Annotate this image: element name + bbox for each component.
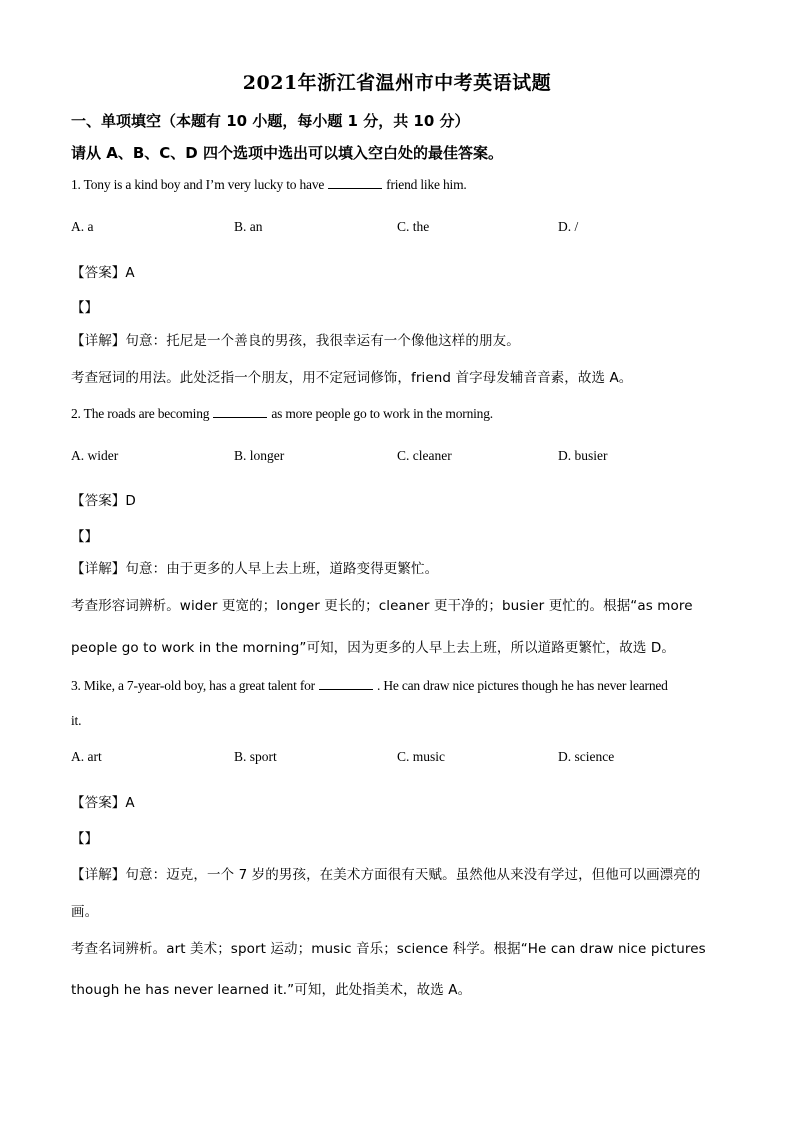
option-d[interactable]: D. / bbox=[558, 219, 579, 234]
question-2-stem-before: 2. The roads are becoming bbox=[71, 406, 210, 421]
option-d[interactable]: D. science bbox=[558, 749, 615, 764]
detail-text: 句意：由于更多的人早上去上班，道路变得更繁忙。 bbox=[125, 561, 439, 577]
option-c[interactable]: C. cleaner bbox=[397, 448, 452, 463]
question-3-explain-line-2: though he has never learned it.”可知，此处指美术，故选 A。 bbox=[71, 982, 472, 998]
question-3-analysis-label: 【】 bbox=[71, 831, 99, 847]
option-a[interactable]: A. wider bbox=[71, 448, 119, 463]
question-2-answer bbox=[71, 489, 136, 509]
answer-label: 【答案】 bbox=[71, 493, 126, 509]
question-1-stem-before: 1. Tony is a kind boy and I’m very lucky to have bbox=[71, 177, 325, 192]
detail-text: 句意：托尼是一个善良的男孩，我很幸运有一个像他这样的朋友。 bbox=[125, 333, 520, 349]
question-1-options bbox=[71, 219, 751, 237]
question-2-detail bbox=[71, 557, 438, 577]
detail-label: 【详解】 bbox=[71, 333, 126, 349]
option-c[interactable]: C. music bbox=[397, 749, 446, 764]
question-2-stem bbox=[71, 406, 493, 422]
question-3-detail-line-2: 画。 bbox=[71, 904, 99, 920]
page-title: 2021年浙江省温州市中考英语试题 bbox=[242, 72, 552, 94]
detail-text: 句意：迈克，一个 7 岁的男孩，在美术方面很有天赋。虽然他从来没有学过，但他可以画漂亮的 bbox=[125, 867, 701, 883]
question-3-detail bbox=[71, 863, 700, 883]
option-b[interactable]: B. an bbox=[234, 219, 263, 234]
question-1-explain-line-1: 考查冠词的用法。此处泛指一个朋友，用不定冠词修饰，friend 首字母发辅音音素，故选 A。 bbox=[71, 370, 633, 386]
question-1-detail bbox=[71, 329, 520, 349]
question-3-stem-after: . He can draw nice pictures though he has never learned bbox=[376, 678, 668, 693]
question-3-stem bbox=[71, 678, 668, 694]
detail-label: 【详解】 bbox=[71, 867, 126, 883]
question-3-stem-before: 3. Mike, a 7-year-old boy, has a great talent for bbox=[71, 678, 315, 693]
answer-blank bbox=[328, 178, 382, 189]
question-2-stem-after: as more people go to work in the morning. bbox=[271, 406, 493, 421]
section-instruction: 请从 A、B、C、D 四个选项中选出可以填入空白处的最佳答案。 bbox=[71, 144, 503, 162]
question-2-options bbox=[71, 448, 751, 466]
option-c[interactable]: C. the bbox=[397, 219, 430, 234]
answer-blank bbox=[213, 407, 267, 418]
question-1-stem-after: friend like him. bbox=[386, 177, 467, 192]
detail-label: 【详解】 bbox=[71, 561, 126, 577]
answer-blank bbox=[319, 679, 373, 690]
answer-label: 【答案】 bbox=[71, 265, 126, 281]
question-3-explain-line-1: 考查名词辨析。art 美术；sport 运动；music 音乐；science 科学。根据“He can draw nice pictures bbox=[71, 941, 706, 957]
question-1-answer bbox=[71, 261, 135, 281]
question-3-stem-line-2: it. bbox=[71, 713, 82, 728]
option-a[interactable]: A. a bbox=[71, 219, 94, 234]
question-2-analysis-label: 【】 bbox=[71, 529, 99, 545]
question-1-stem bbox=[71, 177, 467, 193]
question-3-options bbox=[71, 749, 751, 767]
option-b[interactable]: B. longer bbox=[234, 448, 285, 463]
section-heading: 一、单项填空（本题有 10 小题，每小题 1 分，共 10 分） bbox=[71, 112, 470, 130]
answer-value: A bbox=[125, 265, 135, 281]
question-2-explain-line-2: people go to work in the morning”可知，因为更多的人早上去上班，所以道路更繁忙，故选 D。 bbox=[71, 640, 675, 656]
answer-label: 【答案】 bbox=[71, 795, 126, 811]
answer-value: D bbox=[125, 493, 136, 509]
option-b[interactable]: B. sport bbox=[234, 749, 277, 764]
question-3-answer bbox=[71, 791, 135, 811]
question-2-explain-line-1: 考查形容词辨析。wider 更宽的；longer 更长的；cleaner 更干净的；busier 更忙的。根据“as more bbox=[71, 598, 693, 614]
answer-value: A bbox=[125, 795, 135, 811]
question-1-analysis-label: 【】 bbox=[71, 300, 99, 316]
option-a[interactable]: A. art bbox=[71, 749, 102, 764]
option-d[interactable]: D. busier bbox=[558, 448, 608, 463]
